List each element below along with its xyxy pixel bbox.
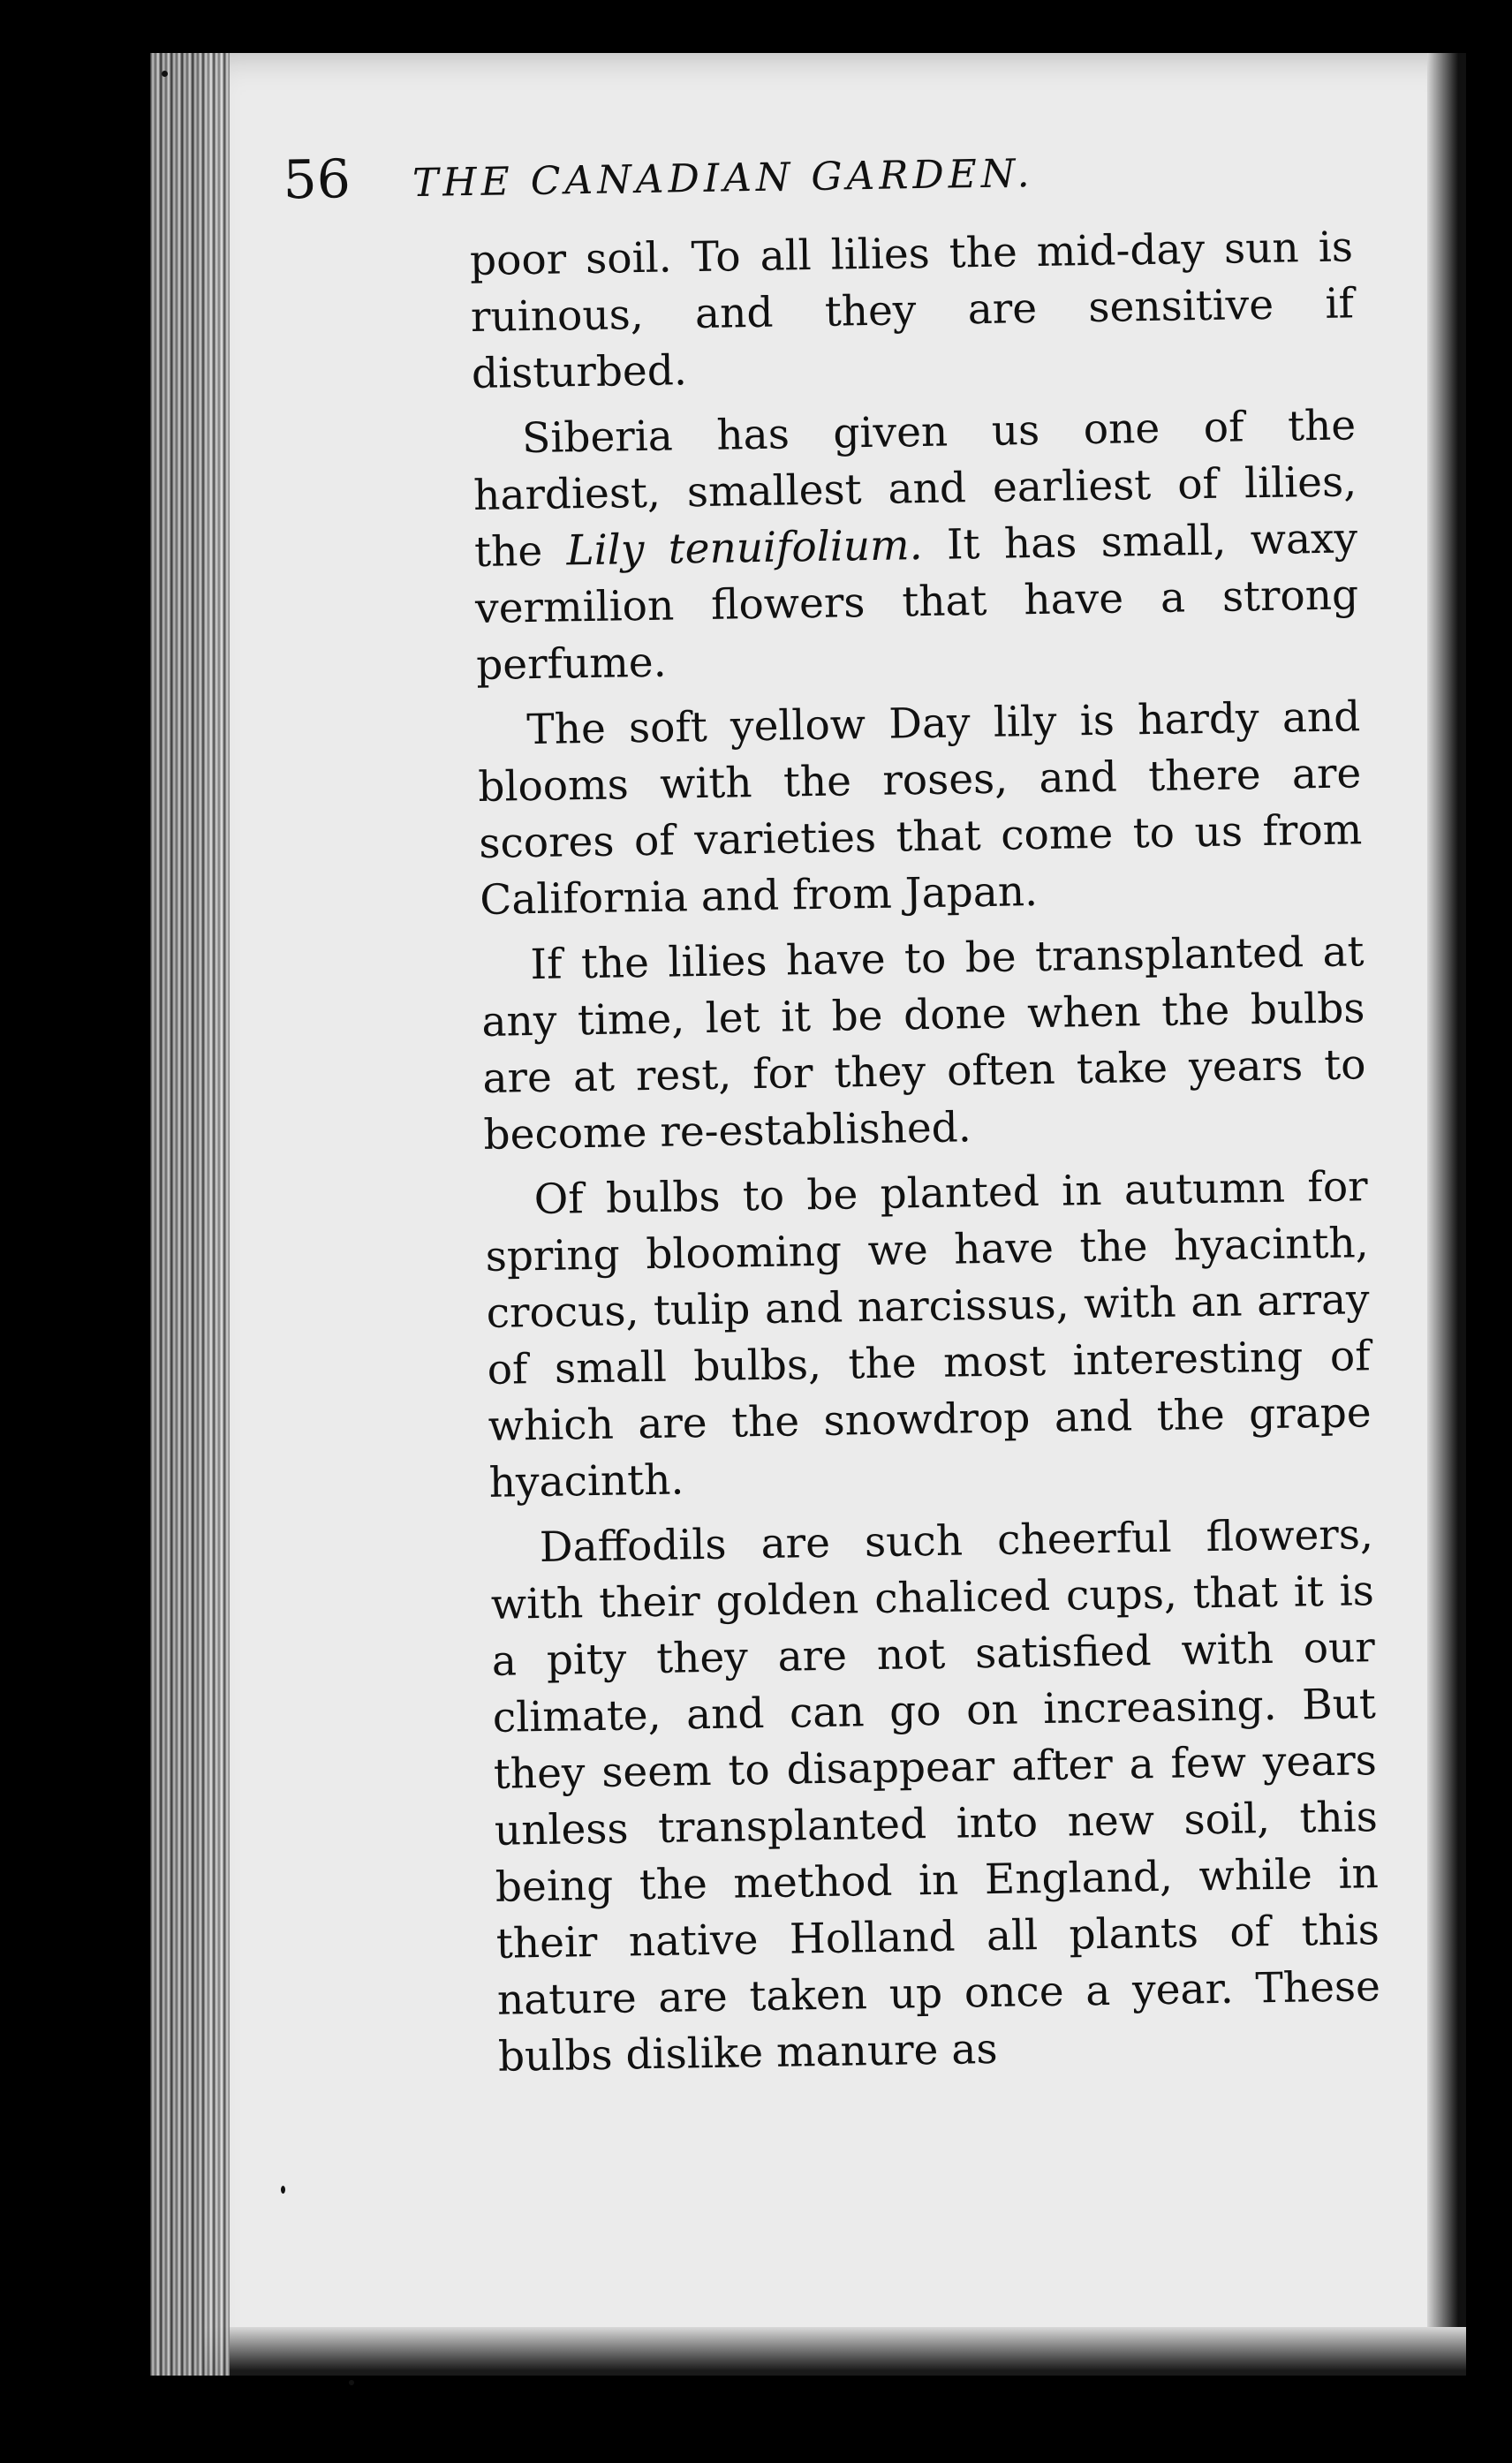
paragraph-text-continued: It has small, waxy vermilion flowers that have a strong perfume. bbox=[474, 514, 1359, 690]
paragraph-text: Of bulbs to be planted in autumn for spring blooming we have the hyacinth, crocus, tulip and narcissus, with an array of small bulbs, the most interesting of which are the snowdrop and the grape hyacinth. bbox=[485, 1162, 1372, 1507]
paragraph-text: Daffodils are such cheerful flowers, with their golden chaliced cups, that it is a pity they are not satisfied with our climate, and can go on increasing. But they seem to disappear after a few years unless transplanted into new soil, this being the method in England, while in their native Holland all plants of this nature are taken up once a year. These bulbs dislike manure as bbox=[490, 1510, 1381, 2081]
page-number: 56 bbox=[282, 148, 352, 212]
paragraph-5 bbox=[484, 1159, 1372, 1512]
paragraph-text: poor soil. To all lilies the mid-day sun is ruinous, and they are sensitive if disturbed. bbox=[469, 223, 1355, 399]
paragraph-4 bbox=[480, 924, 1367, 1164]
book-spine-gutter bbox=[150, 53, 230, 2376]
paragraph-text: If the lilies have to be transplanted at any time, let it be done when the bulbs are at rest, for they often take years to become re-established. bbox=[481, 927, 1366, 1160]
paragraph-2 bbox=[472, 397, 1360, 694]
paragraph-1 bbox=[470, 219, 1356, 403]
running-title: THE CANADIAN GARDEN. bbox=[412, 151, 1034, 207]
paragraph-text: The soft yellow Day lily is hardy and blooms with the roses, and there are scores of varieties that come to us from California and from Japan. bbox=[477, 692, 1363, 925]
page-edge-shadow-bottom bbox=[203, 2327, 1466, 2376]
paragraph-text: Siberia has given us one of the hardiest, smallest and earliest of lilies, the bbox=[472, 401, 1357, 578]
scan-speck bbox=[162, 71, 168, 77]
botanical-name: Lily tenuifolium. bbox=[566, 521, 923, 576]
scan-speck bbox=[281, 2186, 285, 2194]
paragraph-6 bbox=[489, 1507, 1381, 2086]
scan-speck bbox=[349, 2380, 354, 2385]
page-content bbox=[247, 132, 1452, 2098]
paragraph-3 bbox=[477, 689, 1364, 929]
